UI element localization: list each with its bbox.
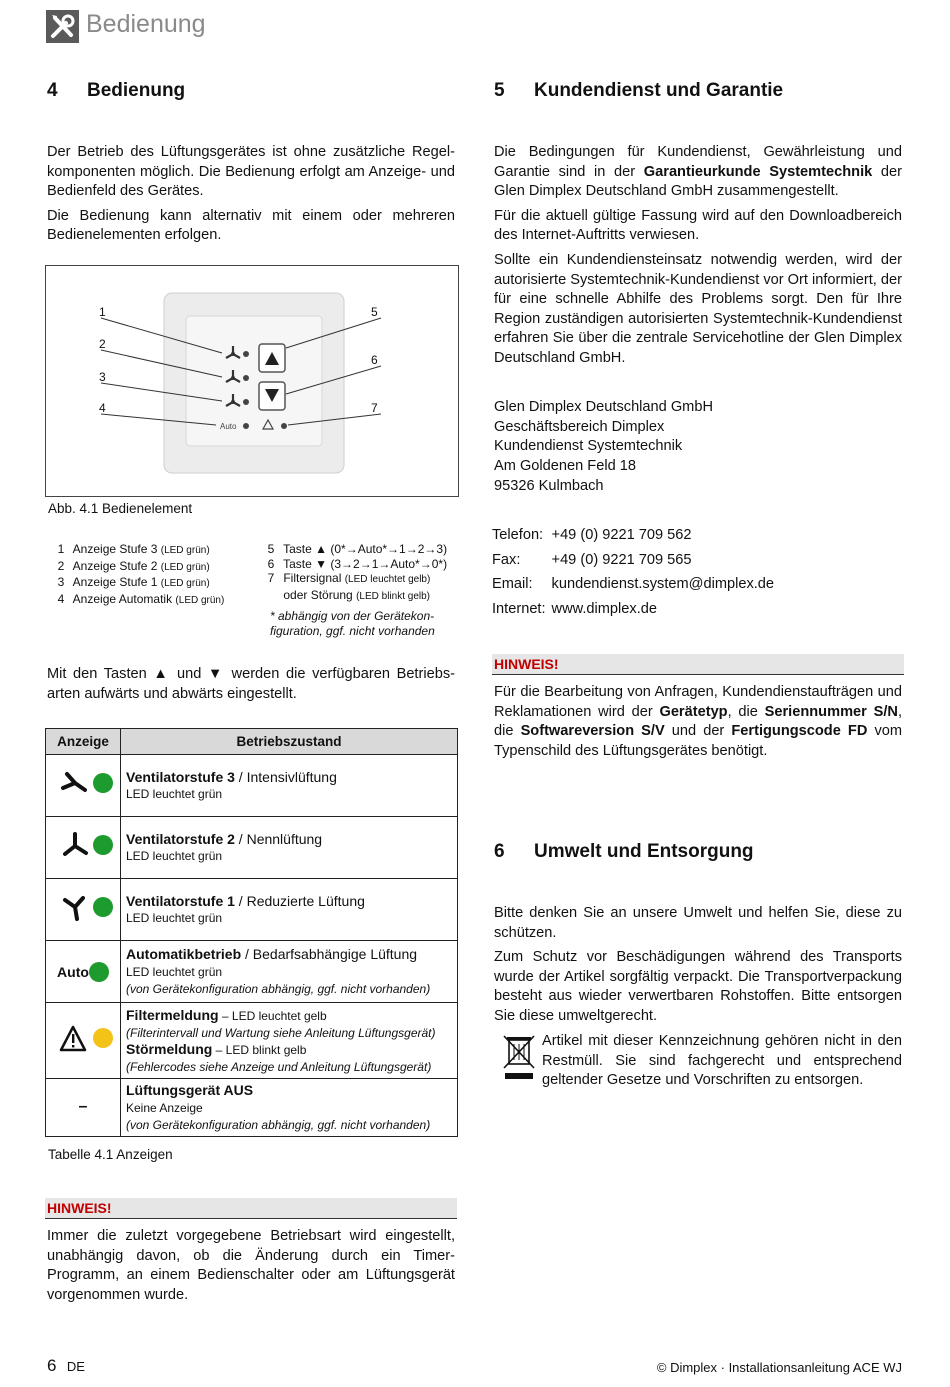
figure-caption: Abb. 4.1 Bedienelement	[48, 501, 193, 516]
table-header-betriebszustand: Betriebszustand	[121, 729, 458, 755]
legend-left: 1 Anzeige Stufe 3 (LED grün) 2 Anzeige Stufe 2 (LED grün) 3 Anzeige Stufe 1 (LED grün) 4 Anzeige Automatik (LED grün)	[57, 542, 225, 606]
callout-7: 7	[371, 401, 378, 415]
auto-label: Auto	[57, 963, 89, 980]
callout-6: 6	[371, 353, 378, 367]
email-link[interactable]: kundendienst.system@dimplex.de	[551, 576, 775, 592]
table-row: Ventilatorstufe 2 / Nennlüftung LED leuchtet grün	[46, 817, 458, 879]
legend-right: 5 Taste ▲ (0*→Auto*→1→2→3) 6 Taste ▼ (3→2→1→Auto*→0*) 7 Filtersignal (LED leuchtet gelb) oder Störung (LED blinkt gelb) * abhängig von der Gerätekonfiguration, ggf. nicht vorhanden	[262, 542, 462, 638]
section-6-text: Bitte denken Sie an unsere Umwelt und helfen Sie, diese zu schützen. Zum Schutz vor Beschädigungen während des Transports wurde der Artikel sorgfältig verpackt. Die Transportverpackung besteht aus wieder verwertbaren Rohstoffen. Bitte entsorgen Sie diese umweltgerecht.	[494, 905, 902, 1024]
website-link[interactable]: www.dimplex.de	[551, 600, 657, 617]
page-number: 6	[47, 1356, 57, 1375]
section-6-weee-text: Artikel mit dieser Kennzeichnung gehören nicht in den Restmüll. Sie sind fachgerecht und entsprechend geltender Gesetze und Vorschriften zu entsorgen.	[542, 1033, 902, 1089]
led-green	[89, 962, 109, 982]
table-row: – Lüftungsgerät AUS Keine Anzeige (von Gerätekonfiguration abhängig, ggf. nicht vorhanden)	[46, 1079, 458, 1137]
tasten-text: Mit den Tasten ▲ und ▼ werden die verfügbaren Betriebsarten aufwärts und abwärts eingestellt.	[47, 666, 455, 702]
hinweis-text-right: Für die Bearbeitung von Anfragen, Kundendienstaufträgen und Reklamationen wird der Gerätetyp, die Seriennummer S/N, die Softwareversion S/V und der Fertigungscode FD vom Typenschild des Lüftungsgerätes benötigt.	[494, 684, 903, 759]
callout-3: 3	[99, 370, 106, 384]
callout-4: 4	[99, 401, 106, 415]
hinweis-label-right: HINWEIS!	[492, 654, 904, 675]
table-header-anzeige: Anzeige	[46, 729, 121, 755]
table-row: Ventilatorstufe 3 / Intensivlüftung LED leuchtet grün	[46, 755, 458, 817]
table-row: Auto Automatikbetrieb / Bedarfsabhängige Lüftung LED leuchtet grün (von Gerätekonfiguration abhängig, ggf. nicht vorhanden)	[46, 941, 458, 1003]
fan-icon	[53, 892, 113, 922]
contact-table: Telefon: +49 (0) 9221 709 562 Fax: +49 (0) 9221 709 565 Email: kundendienst.system@dimplex.de Internet: www.dimplex.de	[492, 523, 780, 621]
footer-copyright: © Dimplex · Installationsanleitung ACE WJ	[656, 1360, 902, 1375]
fan-icon	[53, 768, 113, 798]
table-row: Ventilatorstufe 1 / Reduzierte Lüftung LED leuchtet grün	[46, 879, 458, 941]
callout-5: 5	[371, 305, 378, 319]
tools-icon	[46, 10, 79, 43]
footer-lang: DE	[66, 1359, 85, 1374]
address-block: Glen Dimplex Deutschland GmbH Geschäftsbereich Dimplex Kundendienst Systemtechnik Am Goldenen Feld 18 95326 Kulmbach	[494, 399, 713, 494]
led-yellow	[93, 1028, 113, 1048]
off-symbol: –	[78, 1098, 88, 1116]
table-caption: Tabelle 4.1 Anzeigen	[48, 1147, 173, 1162]
section-5-heading: 5 Kundendienst und Garantie	[494, 80, 784, 101]
warning-icon	[53, 1023, 113, 1053]
callout-1: 1	[99, 305, 106, 319]
led-green	[93, 773, 113, 793]
anzeigen-table	[45, 728, 458, 1137]
hinweis-text-left: Immer die zuletzt vorgegebene Betriebsart wird eingestellt, unabhängig davon, ob die Änderung durch ein Timer-Programm, an einem Bedienschalter oder am Lüftungsgerät vorgenommen wurde.	[47, 1228, 455, 1303]
table-row: Filtermeldung – LED leuchtet gelb (Filterintervall und Wartung siehe Anleitung Lüftungsgerät) Störmeldung – LED blinkt gelb (Fehlercodes siehe Anzeige und Anleitung Lüftungsgerät)	[46, 1003, 458, 1079]
weee-bin-icon	[502, 1034, 536, 1087]
callout-2: 2	[99, 337, 106, 351]
section-5-text: Die Bedingungen für Kundendienst, Gewährleistung und Garantie sind in der Garantieurkunde Systemtechnik der Glen Dimplex Deutschland GmbH zusammengestellt. Für die aktuell gültige Fassung wird auf den Downloadbereich des Internet-Auftritts verwiesen. Sollte ein Kundendiensteinsatz notwendig werden, wird der autorisierte Systemtechnik-Kundendienst vor Ort informiert, der für eine schnelle Abhilfe des Problems sorgt. Den für Ihre Region zuständigen autorisierten Systemtechnik-Kundendienst erfahren Sie über die zentrale Servicehotline der Glen Dimplex Deutschland GmbH.	[494, 144, 902, 366]
legend-note: * abhängig von der Gerätekonfiguration, ggf. nicht vorhanden	[270, 609, 435, 638]
header-title: Bedienung	[86, 10, 206, 38]
section-6-heading: 6 Umwelt und Entsorgung	[494, 841, 754, 862]
figure-control-panel	[45, 265, 459, 497]
figure-auto-label: Auto	[220, 422, 237, 431]
section-4-heading: 4 Bedienung	[47, 80, 186, 101]
hinweis-label-left: HINWEIS!	[45, 1198, 457, 1219]
section-4-intro: Der Betrieb des Lüftungsgerätes ist ohne zusätzliche Regelkomponenten möglich. Die Bedienung erfolgt am Anzeige- und Bedienfeld des Gerätes. Die Bedienung kann alternativ mit einem oder mehreren Bedienelementen erfolgen.	[47, 144, 455, 244]
footer-page	[47, 1356, 85, 1376]
fan-icon	[53, 830, 113, 860]
